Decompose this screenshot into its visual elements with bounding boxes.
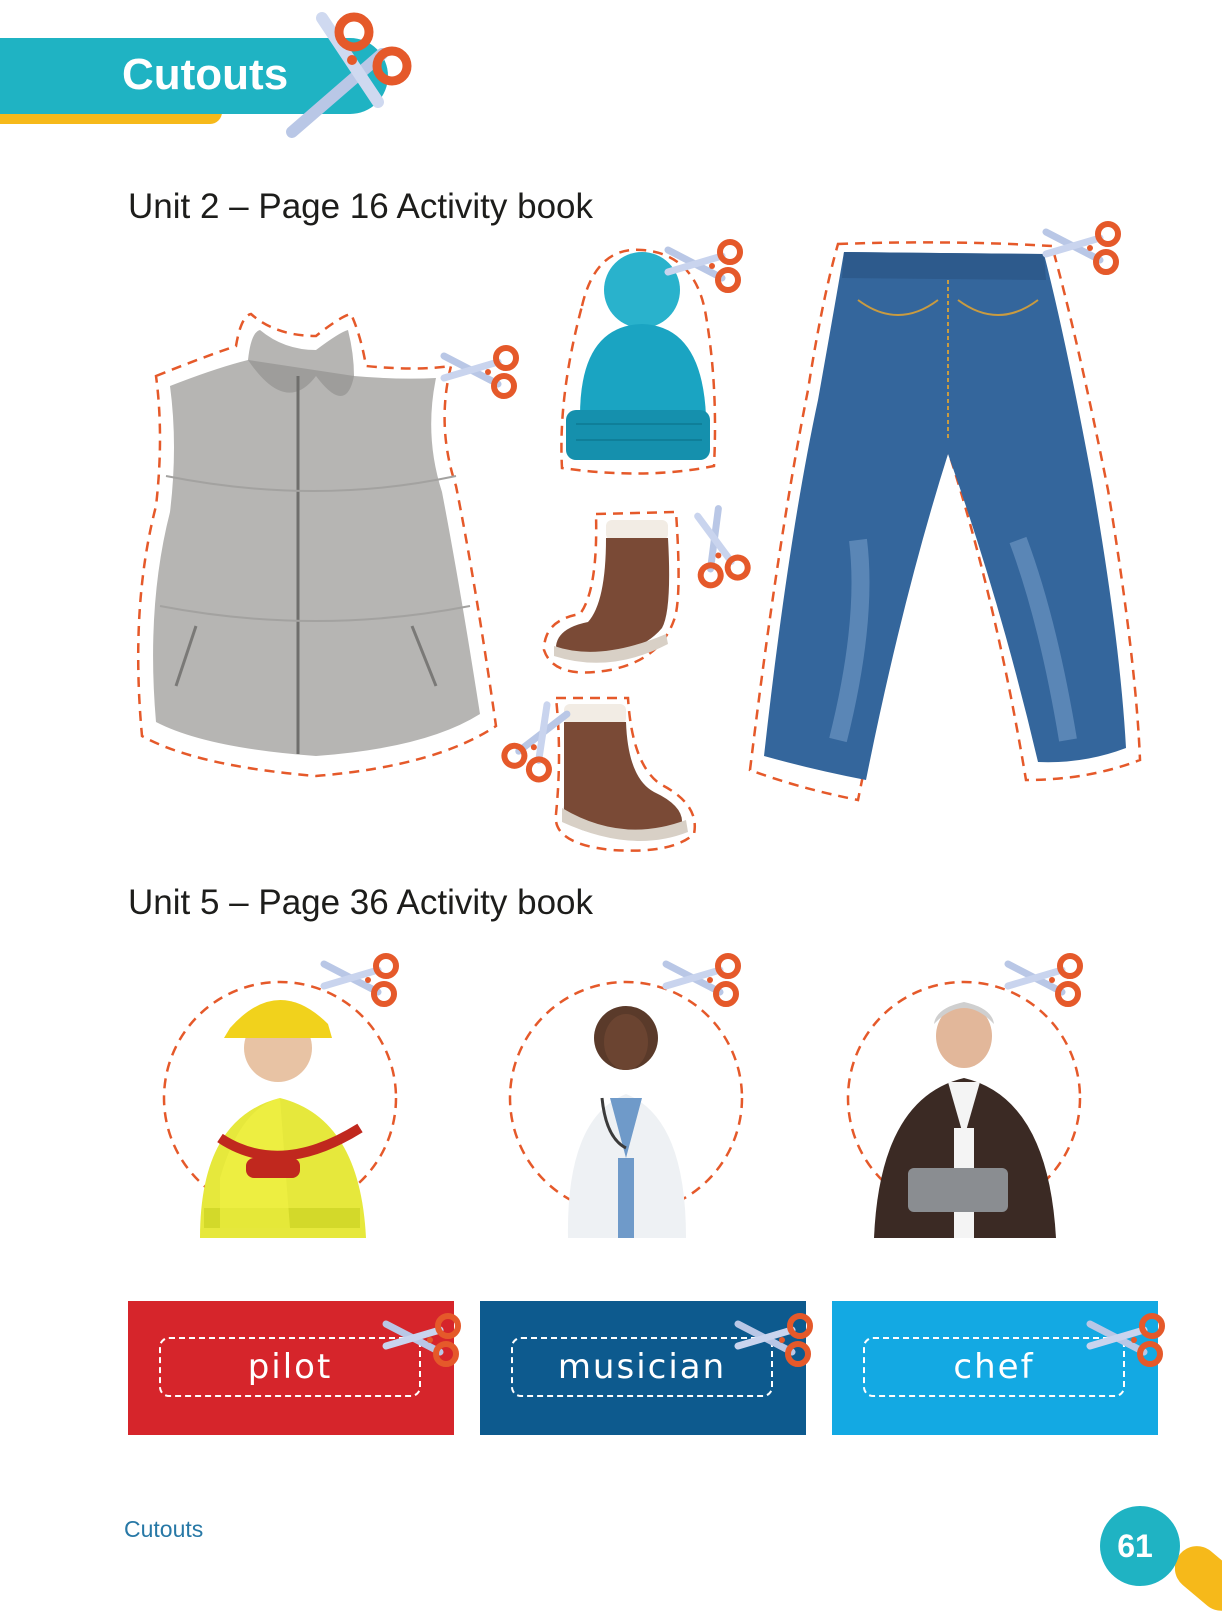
scissors-icon (734, 1316, 814, 1366)
card-word: pilot (247, 1347, 333, 1387)
scissors-icon (382, 1316, 462, 1366)
card-word: musician (557, 1347, 727, 1387)
scissors-icon (500, 700, 570, 780)
scissors-icon (680, 510, 740, 590)
page-number: 61 (1117, 1528, 1153, 1564)
scissors-icon (662, 956, 742, 1006)
doctor-cutout (506, 978, 746, 1248)
scissors-icon (1086, 1316, 1166, 1366)
footer-label: Cutouts (124, 1516, 204, 1542)
boot-cutout (540, 510, 690, 678)
page-title: Cutouts (122, 50, 289, 99)
jeans-cutout (748, 240, 1148, 802)
scissors-icon (440, 348, 520, 398)
scissors-icon (1042, 224, 1122, 274)
section-title-unit-2: Unit 2 – Page 16 Activity book (128, 187, 593, 226)
businessman-cutout (844, 978, 1084, 1248)
firefighter-cutout (160, 978, 400, 1248)
section-title-unit-5: Unit 5 – Page 36 Activity book (128, 883, 593, 922)
card-word: chef (953, 1347, 1035, 1387)
scissors-icon (282, 14, 412, 140)
scissors-icon (664, 242, 744, 292)
scissors-icon (320, 956, 400, 1006)
boot-cutout (552, 694, 702, 858)
scissors-icon (1004, 956, 1084, 1006)
